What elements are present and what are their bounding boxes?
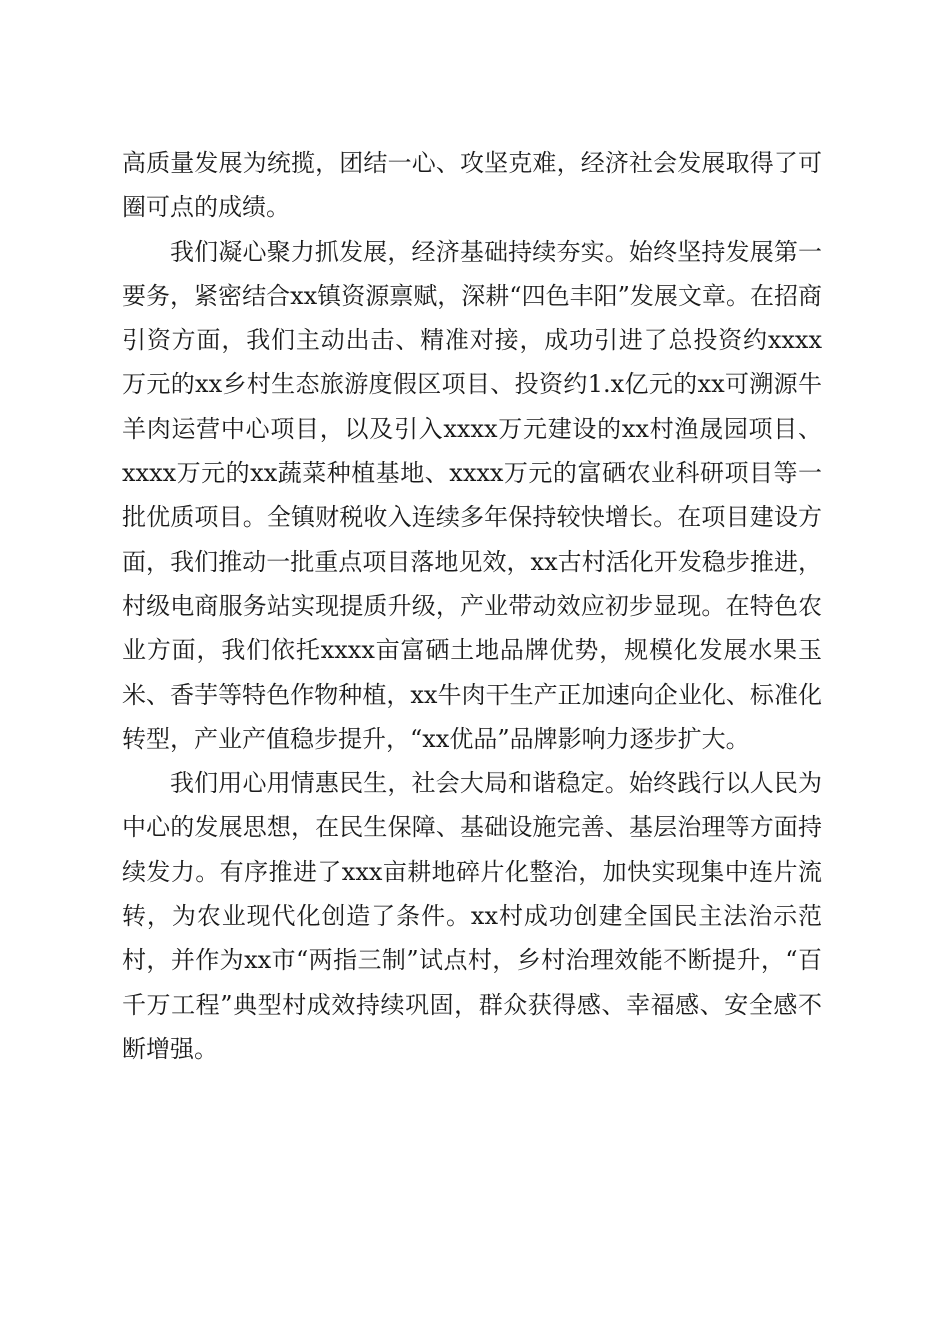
body-text: [122, 141, 822, 1071]
paragraph-continuation: 高质量发展为统揽，团结一心、攻坚克难，经济社会发展取得了可圈可点的成绩。: [122, 149, 822, 222]
paragraph-economic-development: 我们凝心聚力抓发展，经济基础持续夯实。始终坚持发展第一要务，紧密结合xx镇资源禀赋，深耕“四色丰阳”发展文章。在招商引资方面，我们主动出击、精准对接，成功引进了总投资约xxxx万元的xx乡村生态旅游度假区项目、投资约1.x亿元的xx可溯源牛羊肉运营中心项目，以及引入xxxx万元建设的xx村渔晟园项目、xxxx万元的xx蔬菜种植基地、xxxx万元的富硒农业科研项目等一批优质项目。全镇财税收入连续多年保持较快增长。在项目建设方面，我们推动一批重点项目落地见效，xx古村活化开发稳步推进，村级电商服务站实现提质升级，产业带动效应初步显现。在特色农业方面，我们依托xxxx亩富硒土地品牌优势，规模化发展水果玉米、香芋等特色作物种植，xx牛肉干生产正加速向企业化、标准化转型，产业产值稳步提升，“xx优品”品牌影响力逐步扩大。: [122, 237, 822, 753]
paragraph-livelihood-stability: 我们用心用情惠民生，社会大局和谐稳定。始终践行以人民为中心的发展思想，在民生保障、基础设施完善、基层治理等方面持续发力。有序推进了xxx亩耕地碎片化整治，加快实现集中连片流转，为农业现代化创造了条件。xx村成功创建全国民主法治示范村，并作为xx市“两指三制”试点村，乡村治理效能不断提升，“百千万工程”典型村成效持续巩固，群众获得感、幸福感、安全感不断增强。: [122, 769, 822, 1063]
